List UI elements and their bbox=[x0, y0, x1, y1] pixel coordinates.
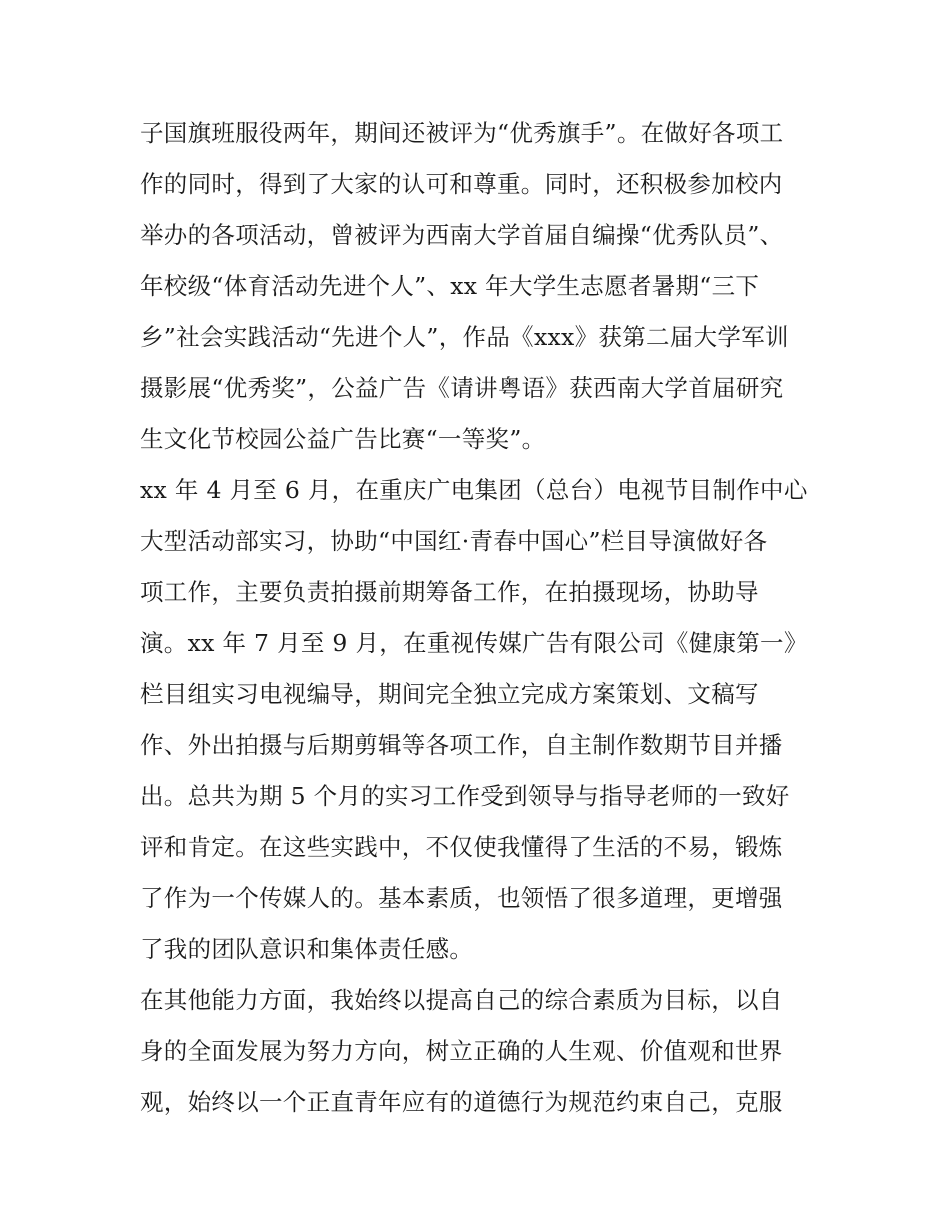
text-line: 在其他能力方面，我始终以提高自己的综合素质为目标，以自 bbox=[140, 986, 783, 1014]
text-line: 乡”社会实践活动“先进个人”，作品《xxx》获第二届大学军训 bbox=[140, 323, 789, 351]
text-line: 出。总共为期 5 个月的实习工作受到领导与指导老师的一致好 bbox=[140, 782, 790, 810]
document-body bbox=[140, 108, 820, 1128]
text-line: 演。xx 年 7 月至 9 月，在重视传媒广告有限公司《健康第一》 bbox=[140, 629, 808, 657]
text-line: 生文化节校园公益广告比赛“一等奖”。 bbox=[140, 425, 546, 453]
text-line: 评和肯定。在这些实践中，不仅使我懂得了生活的不易，锻炼 bbox=[140, 833, 783, 861]
text-line: 身的全面发展为努力方向，树立正确的人生观、价值观和世界 bbox=[140, 1037, 783, 1065]
text-line: 作、外出拍摄与后期剪辑等各项工作，自主制作数期节目并播 bbox=[140, 731, 783, 759]
text-line: 观，始终以一个正直青年应有的道德行为规范约束自己，克服 bbox=[140, 1088, 783, 1116]
text-line: 了作为一个传媒人的。基本素质，也领悟了很多道理，更增强 bbox=[140, 884, 783, 912]
text-line: 子国旗班服役两年，期间还被评为“优秀旗手”。在做好各项工 bbox=[140, 119, 784, 147]
text-line: 栏目组实习电视编导，期间完全独立完成方案策划、文稿写 bbox=[140, 680, 759, 708]
text-line: 作的同时，得到了大家的认可和尊重。同时，还积极参加校内 bbox=[140, 170, 783, 198]
text-line: 摄影展“优秀奖”，公益广告《请讲粤语》获西南大学首届研究 bbox=[140, 374, 784, 402]
text-line: 了我的团队意识和集体责任感。 bbox=[140, 935, 474, 963]
text-line: 项工作，主要负责拍摄前期筹备工作，在拍摄现场，协助导 bbox=[140, 578, 759, 606]
text-line: 年校级“体育活动先进个人”、xx 年大学生志愿者暑期“三下 bbox=[140, 272, 760, 300]
text-line: xx 年 4 月至 6 月，在重庆广电集团（总台）电视节目制作中心 bbox=[140, 476, 808, 504]
text-line: 举办的各项活动，曾被评为西南大学首届自编操“优秀队员”、 bbox=[140, 221, 784, 249]
text-line: 大型活动部实习，协助“中国红·青春中国心”栏目导演做好各 bbox=[140, 527, 768, 555]
